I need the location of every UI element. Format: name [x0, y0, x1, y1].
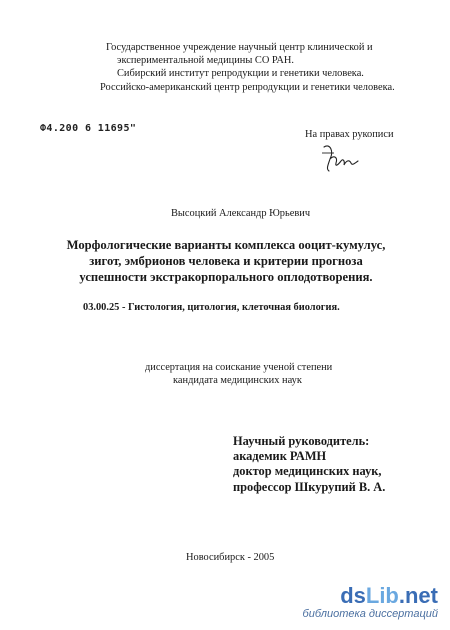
supervisor-line: академик РАМН: [233, 449, 327, 464]
supervisor-line: профессор Шкурупий В. А.: [233, 479, 386, 494]
supervisor-line: доктор медицинских наук,: [233, 464, 382, 479]
title-line: успешности экстракорпорального оплодотворения.: [79, 270, 373, 284]
manuscript-rights-label: На правах рукописи: [305, 129, 394, 140]
handwritten-signature: [320, 141, 360, 175]
title-line: зигот, эмбрионов человека и критерии прогноза: [89, 254, 363, 268]
logo-net: .net: [398, 583, 438, 608]
institution-line: Сибирский институт репродукции и генетики человека.: [117, 68, 364, 80]
specialty-code: 03.00.25 - Гистология, цитология, клеточная биология.: [83, 302, 340, 313]
institution-line: Российско-американский центр репродукции и генетики человека.: [100, 81, 395, 93]
supervisor-line: Научный руководитель:: [233, 434, 370, 448]
degree-line: диссертация на соискание ученой степени: [145, 362, 333, 373]
logo-lib: Lib: [365, 583, 399, 608]
supervisor-block: [233, 434, 385, 495]
degree-line: кандидата медицинских наук: [173, 375, 302, 386]
logo-ds: ds: [340, 583, 366, 608]
author-name: Высоцкий Александр Юрьевич: [171, 208, 311, 219]
degree-block: [145, 361, 375, 387]
watermark-subtitle: библиотека диссертаций: [302, 608, 438, 620]
dissertation-title: [56, 237, 396, 285]
institution-line: экспериментальной медицины СО РАН.: [117, 55, 294, 67]
title-line: Морфологические варианты комплекса ооцит-кумулус,: [66, 238, 386, 252]
city-year: Новосибирск - 2005: [186, 552, 275, 563]
dslib-watermark[interactable]: [303, 584, 438, 620]
institution-line: Государственное учреждение научный центр клинической и: [106, 42, 373, 53]
dslib-logo: [303, 584, 438, 608]
archive-code: Ф4.200 6 11695": [40, 123, 137, 134]
institution-block: [100, 41, 410, 94]
